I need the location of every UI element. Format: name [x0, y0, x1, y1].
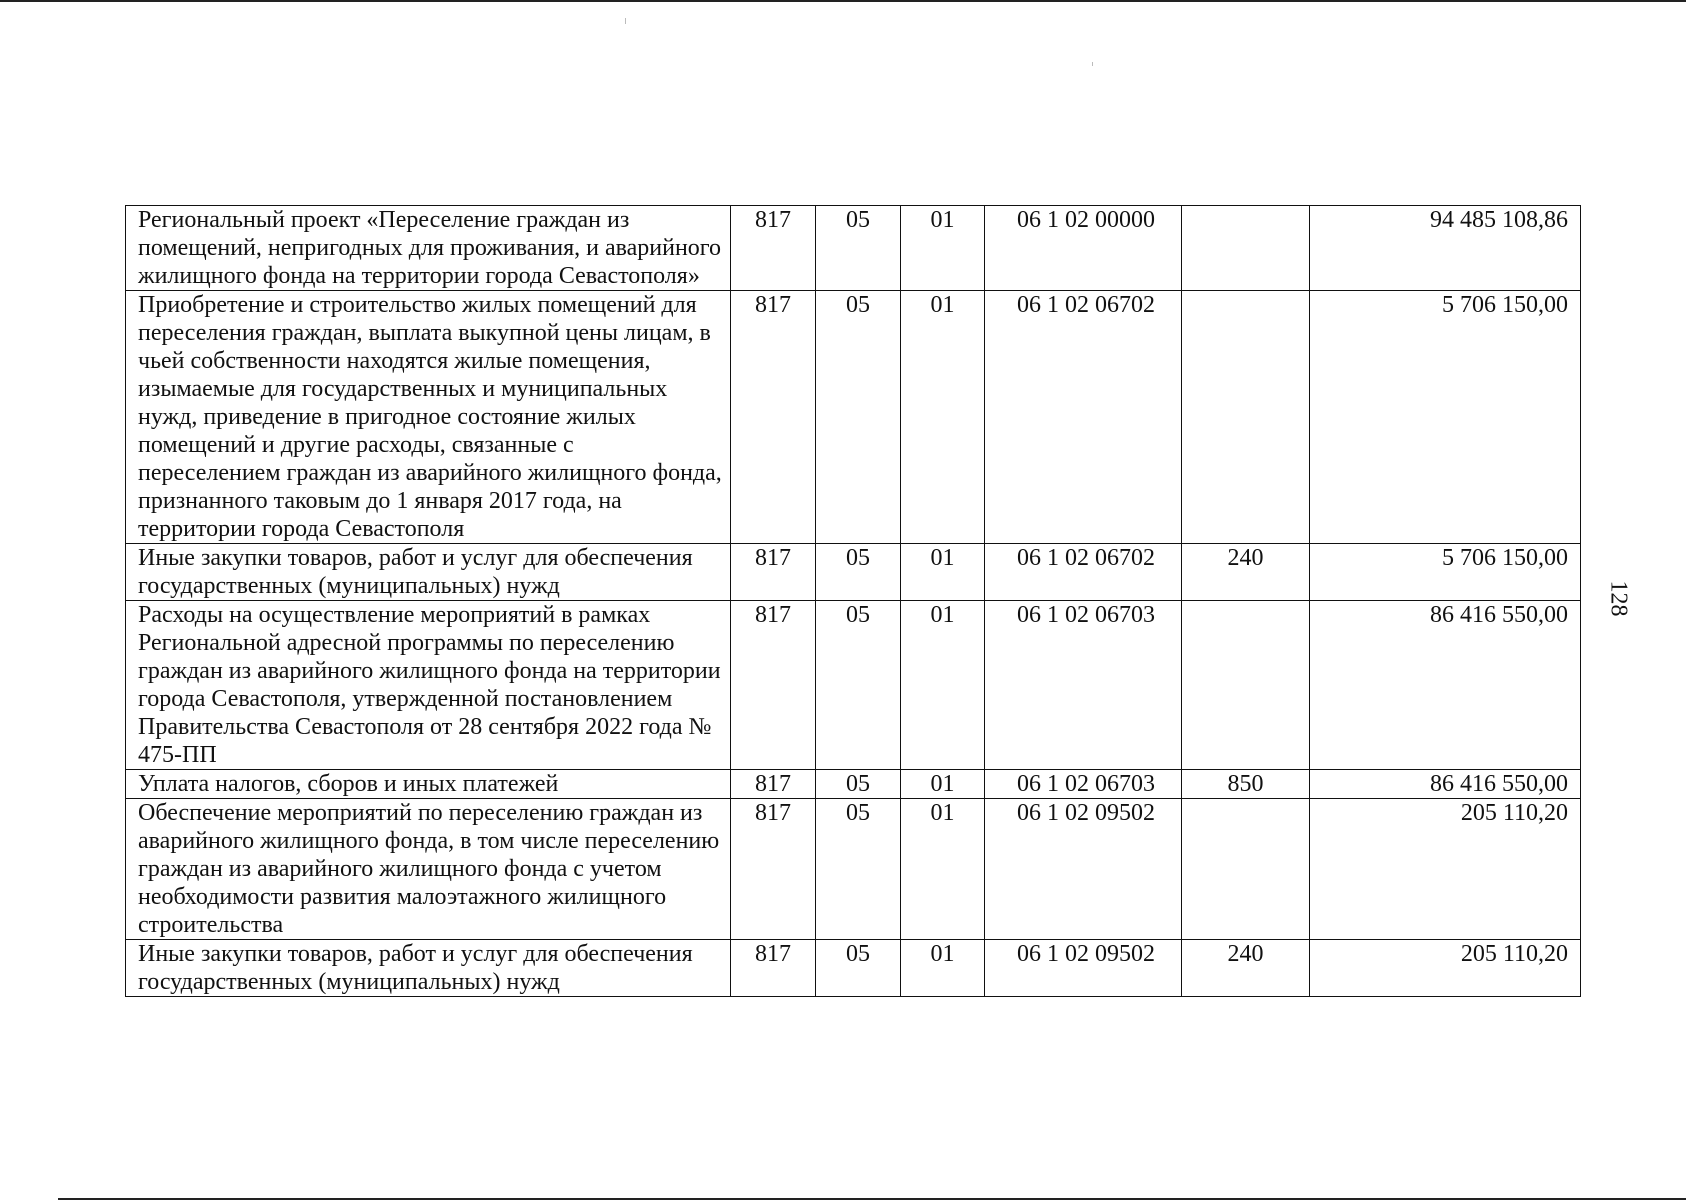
subsection-code-cell: 01	[901, 206, 985, 291]
subsection-code-cell: 01	[901, 770, 985, 799]
amount-cell: 205 110,20	[1310, 940, 1581, 997]
section-code-cell: 05	[816, 601, 901, 770]
target-article-cell: 06 1 02 06702	[985, 291, 1182, 544]
expense-name-cell: Иные закупки товаров, работ и услуг для обеспечения государственных (муниципальных) нужд	[126, 940, 731, 997]
expense-name-cell: Иные закупки товаров, работ и услуг для обеспечения государственных (муниципальных) нужд	[126, 544, 731, 601]
ministry-code-cell: 817	[731, 291, 816, 544]
amount-cell: 94 485 108,86	[1310, 206, 1581, 291]
subsection-code-cell: 01	[901, 940, 985, 997]
section-code-cell: 05	[816, 544, 901, 601]
expense-type-cell	[1182, 206, 1310, 291]
table-row	[126, 601, 1581, 770]
subsection-code-cell: 01	[901, 544, 985, 601]
amount-cell: 86 416 550,00	[1310, 770, 1581, 799]
table-row	[126, 291, 1581, 544]
expense-type-cell	[1182, 799, 1310, 940]
expense-name-cell: Расходы на осуществление мероприятий в рамках Региональной адресной программы по переселению граждан из аварийного жилищного фонда на территории города Севастополя, утвержденной постановлением Правительства Севастополя от 28 сентября 2022 года № 475-ПП	[126, 601, 731, 770]
section-code-cell: 05	[816, 940, 901, 997]
table-row	[126, 770, 1581, 799]
expense-type-cell: 850	[1182, 770, 1310, 799]
target-article-cell: 06 1 02 06703	[985, 601, 1182, 770]
expense-name-cell: Приобретение и строительство жилых помещений для переселения граждан, выплата выкупной цены лицам, в чьей собственности находятся жилые помещения, изымаемые для государственных и муниципальных нужд, приведение в пригодное состояние жилых помещений и другие расходы, связанные с переселением граждан из аварийного жилищного фонда, признанного таковым до 1 января 2017 года, на территории города Севастополя	[126, 291, 731, 544]
subsection-code-cell: 01	[901, 601, 985, 770]
table-row	[126, 940, 1581, 997]
amount-cell: 5 706 150,00	[1310, 291, 1581, 544]
target-article-cell: 06 1 02 06703	[985, 770, 1182, 799]
amount-cell: 86 416 550,00	[1310, 601, 1581, 770]
subsection-code-cell: 01	[901, 291, 985, 544]
expense-type-cell: 240	[1182, 940, 1310, 997]
section-code-cell: 05	[816, 291, 901, 544]
expense-name-cell: Обеспечение мероприятий по переселению граждан из аварийного жилищного фонда, в том числе переселению граждан из аварийного жилищного фонда с учетом необходимости развития малоэтажного жилищного строительства	[126, 799, 731, 940]
page-number: 128	[1605, 580, 1632, 617]
table-row	[126, 206, 1581, 291]
ministry-code-cell: 817	[731, 770, 816, 799]
ministry-code-cell: 817	[731, 601, 816, 770]
section-code-cell: 05	[816, 770, 901, 799]
target-article-cell: 06 1 02 06702	[985, 544, 1182, 601]
subsection-code-cell: 01	[901, 799, 985, 940]
ministry-code-cell: 817	[731, 799, 816, 940]
target-article-cell: 06 1 02 09502	[985, 940, 1182, 997]
budget-table	[125, 205, 1581, 997]
expense-name-cell: Региональный проект «Переселение граждан из помещений, непригодных для проживания, и аварийного жилищного фонда на территории города Севастополя»	[126, 206, 731, 291]
target-article-cell: 06 1 02 00000	[985, 206, 1182, 291]
ministry-code-cell: 817	[731, 940, 816, 997]
ministry-code-cell: 817	[731, 206, 816, 291]
amount-cell: 5 706 150,00	[1310, 544, 1581, 601]
expense-type-cell	[1182, 601, 1310, 770]
expense-type-cell	[1182, 291, 1310, 544]
amount-cell: 205 110,20	[1310, 799, 1581, 940]
expense-type-cell: 240	[1182, 544, 1310, 601]
scan-edge-top	[0, 0, 1686, 2]
table-body	[126, 206, 1581, 997]
section-code-cell: 05	[816, 206, 901, 291]
target-article-cell: 06 1 02 09502	[985, 799, 1182, 940]
expense-name-cell: Уплата налогов, сборов и иных платежей	[126, 770, 731, 799]
ministry-code-cell: 817	[731, 544, 816, 601]
table-row	[126, 544, 1581, 601]
section-code-cell: 05	[816, 799, 901, 940]
scan-speck	[1092, 62, 1093, 66]
table-row	[126, 799, 1581, 940]
scan-speck	[625, 18, 626, 24]
